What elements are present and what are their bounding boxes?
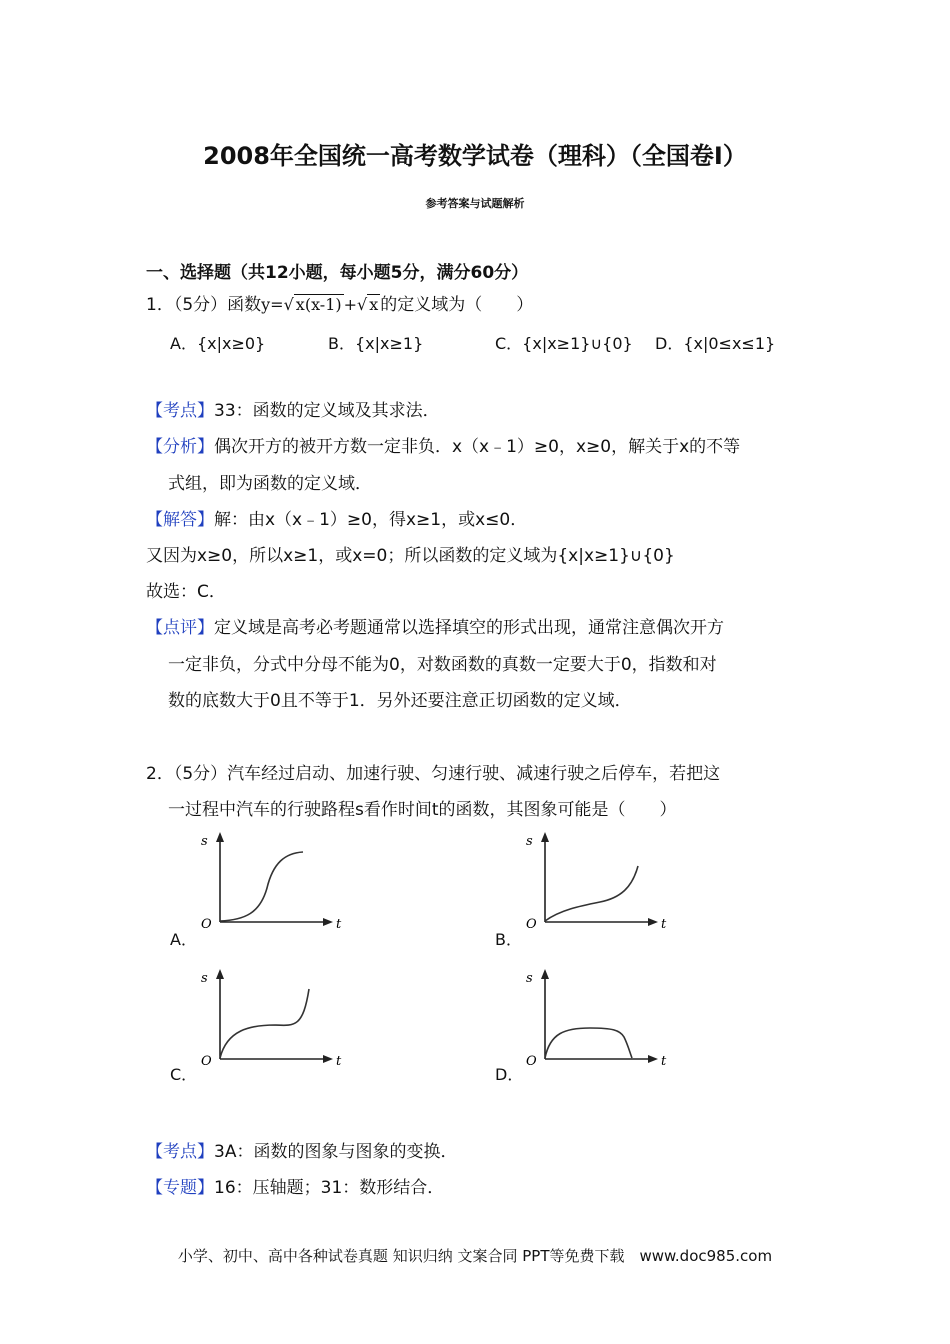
q1-kaodian: 【考点】33：函数的定义域及其求法． — [146, 401, 440, 421]
q1-stem: 1．（5分）函数y=√ x(x-1) +√ x 的定义域为（ ） — [146, 295, 534, 315]
q2-option-a: A． — [170, 930, 197, 949]
graph-d-t-label: t — [661, 1054, 667, 1069]
q2-option-b: B． — [495, 930, 522, 949]
q2-stem: 2．（5分）汽车经过启动、加速行驶、匀速行驶、减速行驶之后停车，若把这 — [146, 764, 721, 784]
q2-option-d: D． — [495, 1065, 524, 1084]
q1-option-b: B．{x|x≥1} — [328, 334, 424, 353]
q1-fenxi-cont: 式组，即为函数的定义域． — [168, 474, 372, 494]
graph-c-s-label: s — [201, 971, 208, 986]
q1-option-c: C．{x|x≥1}∪{0} — [495, 334, 633, 353]
graph-a-s-label: s — [201, 834, 208, 849]
q2-kaodian: 【考点】3A：函数的图象与图象的变换． — [146, 1142, 458, 1162]
q2-option-c: C． — [170, 1065, 198, 1084]
page-subtitle: 参考答案与试题解析 — [425, 197, 525, 210]
graph-d-x-arrow — [648, 1055, 658, 1063]
section-header: 一、选择题（共12小题，每小题5分，满分60分） — [146, 263, 529, 283]
q1-jieda-line2: 又因为x≥0，所以x≥1，或x=0；所以函数的定义域为{x|x≥1}∪{0} — [146, 546, 675, 566]
q2-stem-line2: 一过程中汽车的行驶路程s看作时间t的函数，其图象可能是（ ） — [168, 800, 677, 820]
graph-d-s-label: s — [526, 971, 533, 986]
q1-dianping: 【点评】定义域是高考必考题通常以选择填空的形式出现，通常注意偶次开方 — [146, 618, 724, 638]
graph-c-x-arrow — [323, 1055, 333, 1063]
graph-b-x-arrow — [648, 918, 658, 926]
graph-d-curve — [545, 1028, 632, 1058]
q1-dianping-line3: 数的底数大于0且不等于1．另外还要注意正切函数的定义域． — [168, 691, 632, 711]
graph-c-curve — [220, 989, 309, 1058]
q1-fenxi: 【分析】偶次开方的被开方数一定非负．x（x﹣1）≥0，x≥0，解关于x的不等 — [146, 437, 741, 457]
q1-option-d: D．{x|0≤x≤1} — [655, 334, 776, 353]
graph-c-t-label: t — [336, 1054, 342, 1069]
q1-answer: 故选：C． — [146, 582, 226, 602]
q2-graph-b — [520, 828, 680, 938]
graph-b-y-arrow — [541, 832, 549, 842]
graph-a-x-arrow — [323, 918, 333, 926]
graph-b-origin-label: O — [526, 917, 537, 932]
graph-a-curve — [220, 852, 303, 921]
page-title: 2008年全国统一高考数学试卷（理科）（全国卷I） — [203, 142, 747, 170]
q1-jieda: 【解答】解：由x（x﹣1）≥0，得x≥1，或x≤0． — [146, 510, 528, 530]
graph-c-y-arrow — [216, 969, 224, 979]
graph-a-t-label: t — [336, 917, 342, 932]
graph-b-curve — [545, 866, 638, 921]
q2-graph-c — [195, 965, 355, 1075]
q1-option-a: A．{x|x≥0} — [170, 334, 266, 353]
graph-d-origin-label: O — [526, 1054, 537, 1069]
q2-zhuanti: 【专题】16：压轴题；31：数形结合． — [146, 1178, 445, 1198]
graph-b-s-label: s — [526, 834, 533, 849]
graph-d-y-arrow — [541, 969, 549, 979]
graph-b-t-label: t — [661, 917, 667, 932]
q1-dianping-line2: 一定非负，分式中分母不能为0，对数函数的真数一定要大于0，指数和对 — [168, 655, 717, 675]
graph-a-y-arrow — [216, 832, 224, 842]
q2-graph-d — [520, 965, 680, 1075]
q1-formula: y=√ x(x-1) +√ x — [261, 295, 379, 314]
graph-c-origin-label: O — [201, 1054, 212, 1069]
footer-text: 小学、初中、高中各种试卷真题 知识归纳 文案合同 PPT等免费下载 www.doc985.com — [177, 1247, 773, 1265]
q2-graph-a — [195, 828, 355, 938]
graph-a-origin-label: O — [201, 917, 212, 932]
